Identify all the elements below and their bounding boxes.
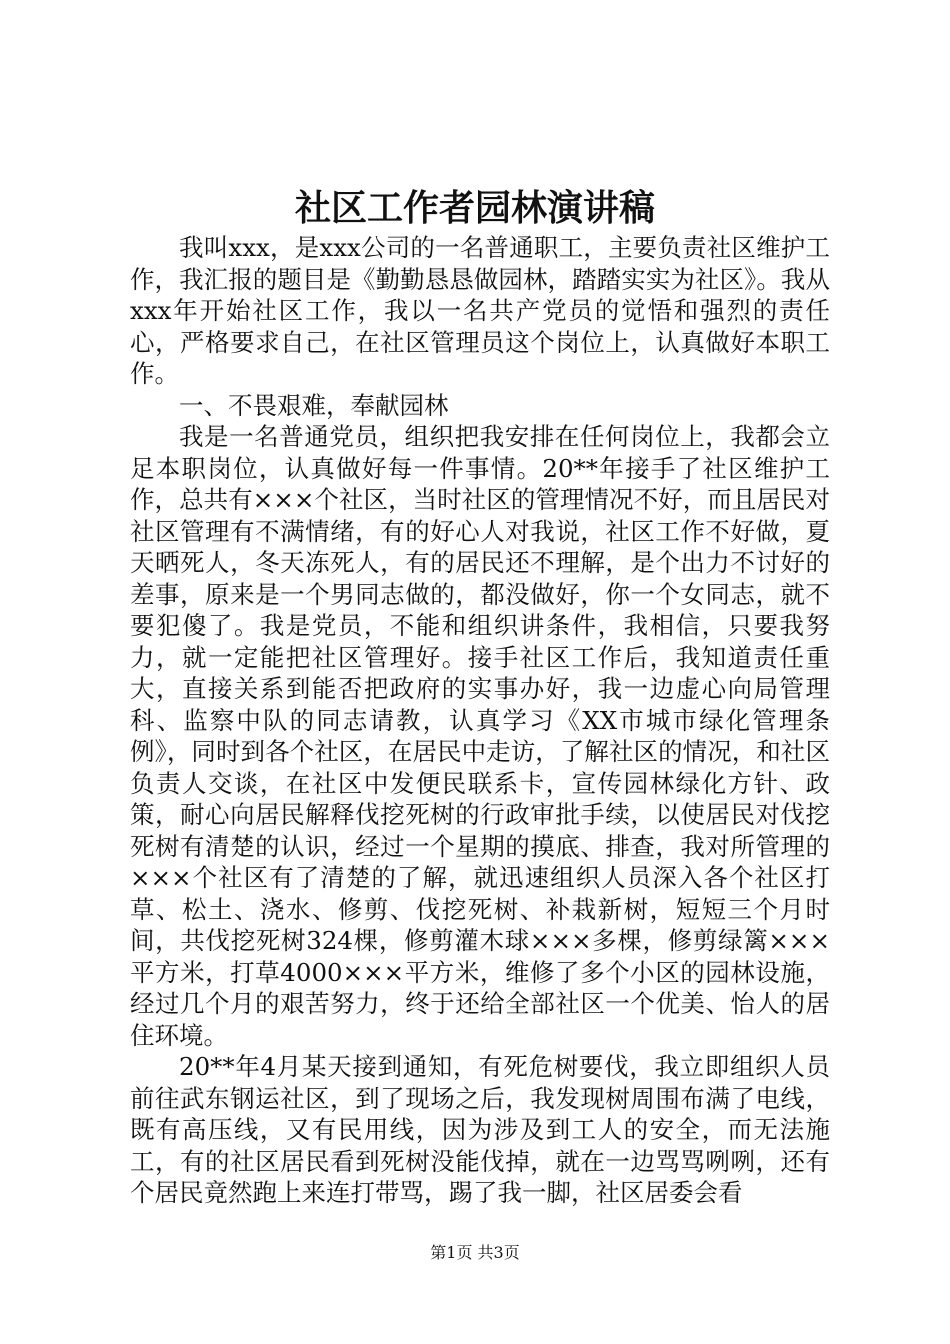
page-footer: 第1页 共3页 <box>430 1243 520 1262</box>
section-heading: 一、不畏艰难，奉献园林 <box>179 390 449 420</box>
paragraph-body: 20**年4月某天接到通知，有死危树要伐，我立即组织人员前往武东钢运社区，到了现场之后，我发现树周围布满了电线，既有高压线，又有民用线，因为涉及到工人的安全，而无法施工，有的社区居民看到死树没能伐掉，就在一边骂骂咧咧，还有个居民竟然跑上来连打带骂，踢了我一脚，社区居委会看 <box>130 1052 830 1207</box>
paragraph-intro: 我叫xxx，是xxx公司的一名普通职工，主要负责社区维护工作，我汇报的题目是《勤勤恳恳做园林，踏踏实实为社区》。我从xxx年开始社区工作，我以一名共产党员的觉悟和强烈的责任心，严格要求自己，在社区管理员这个岗位上，认真做好本职工作。 <box>130 233 830 388</box>
document-body <box>130 232 830 1209</box>
document-title: 社区工作者园林演讲稿 <box>294 187 655 229</box>
paragraph-body: 我是一名普通党员，组织把我安排在任何岗位上，我都会立足本职岗位，认真做好每一件事情。20**年接手了社区维护工作，总共有×××个社区，当时社区的管理情况不好，而且居民对社区管理有不满情绪，有的好心人对我说，社区工作不好做，夏天晒死人，冬天冻死人，有的居民还不理解，是个出力不讨好的差事，原来是一个男同志做的，都没做好，你一个女同志，就不要犯傻了。我是党员，不能和组织讲条件，我相信，只要我努力，就一定能把社区管理好。接手社区工作后，我知道责任重大，直接关系到能否把政府的实事办好，我一边虚心向局管理科、监察中队的同志请教，认真学习《XX市城市绿化管理条例》，同时到各个社区，在居民中走访，了解社区的情况，和社区负责人交谈，在社区中发便民联系卡，宣传园林绿化方针、政策，耐心向居民解释伐挖死树的行政审批手续，以使居民对伐挖死树有清楚的认识，经过一个星期的摸底、排查，我对所管理的×××个社区有了清楚的了解，就迅速组织人员深入各个社区打草、松土、浇水、修剪、伐挖死树、补栽新树，短短三个月时间，共伐挖死树324棵，修剪灌木球×××多棵，修剪绿篱×××平方米，打草4000×××平方米，维修了多个小区的园林设施，经过几个月的艰苦努力，终于还给全部社区一个优美、怡人的居住环境。 <box>130 422 830 1050</box>
